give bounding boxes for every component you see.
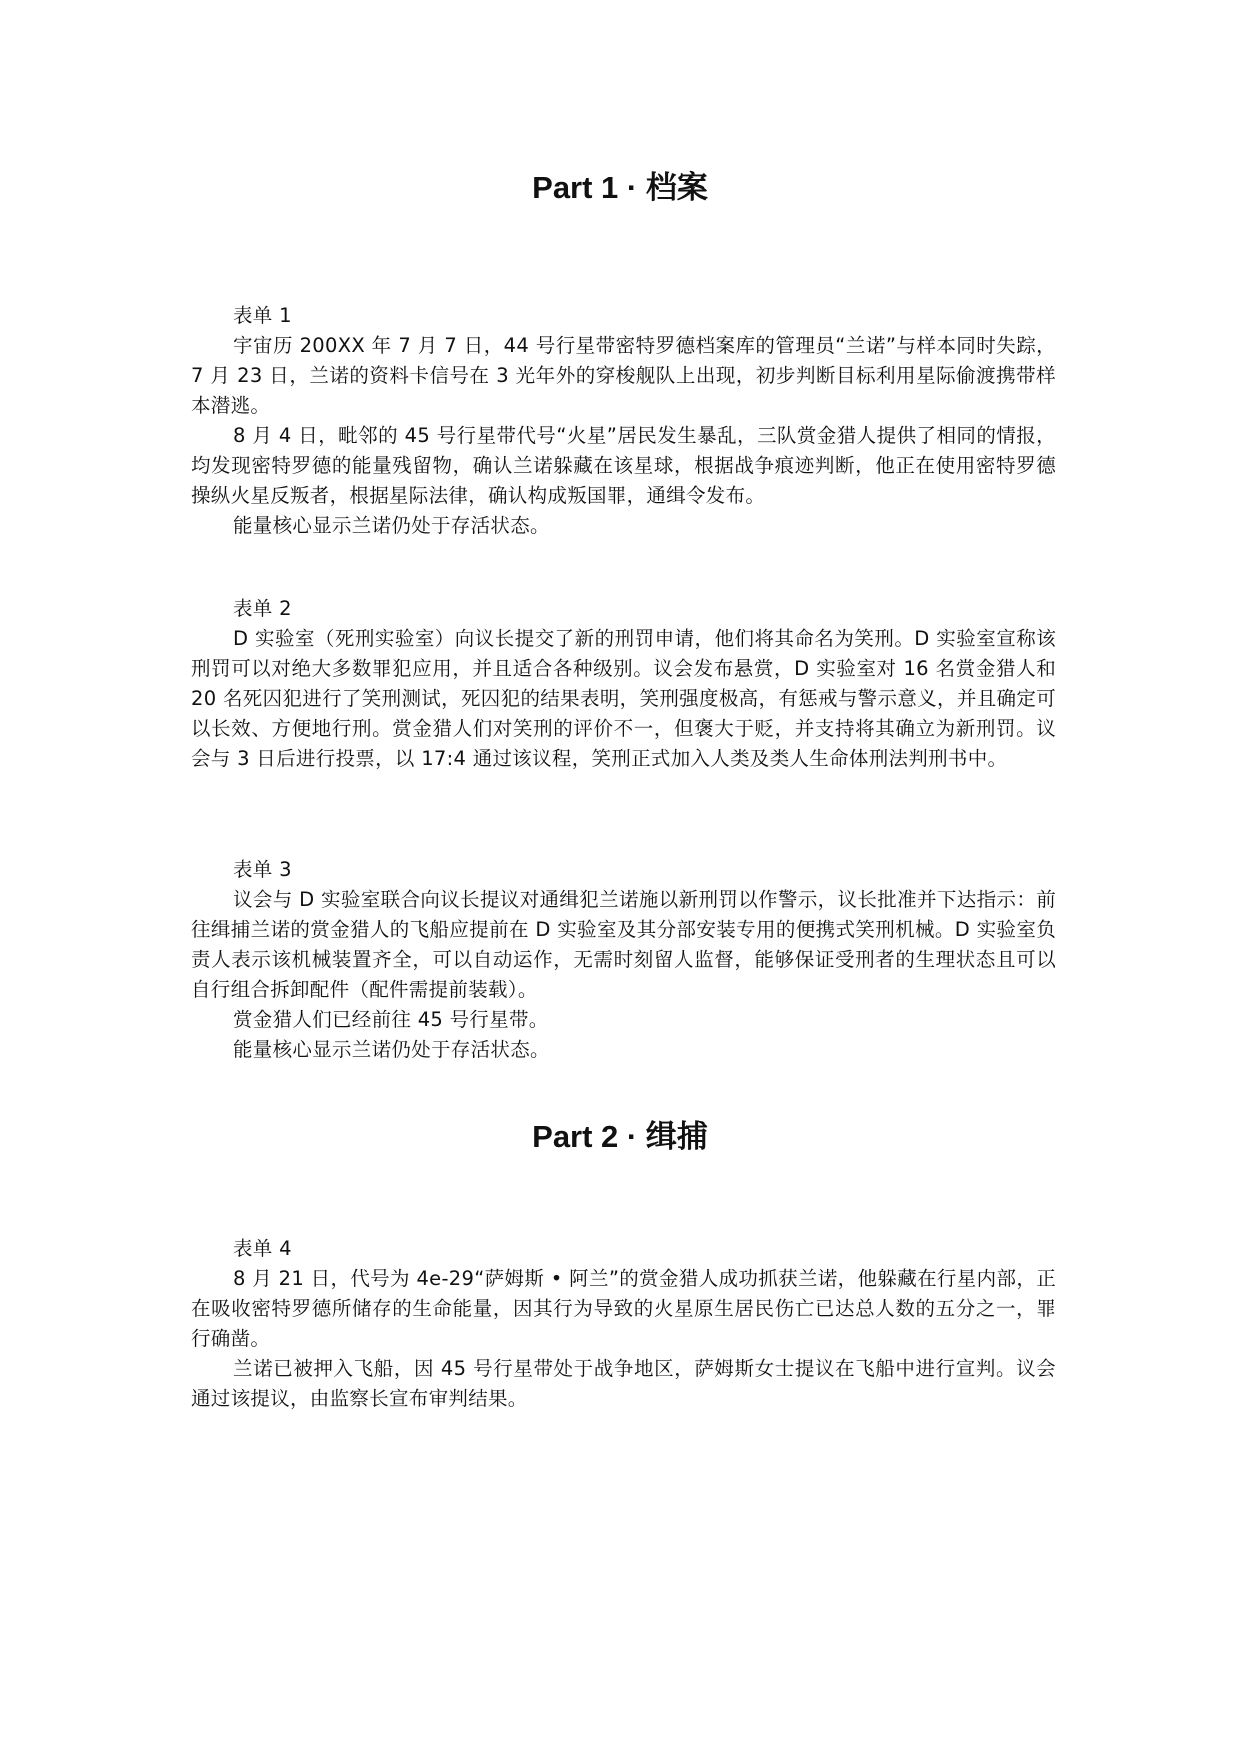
form4-paragraph: 8 月 21 日，代号为 4e-29“萨姆斯 • 阿兰”的赏金猎人成功抓获兰诺，他躲藏在行星内部，正在吸收密特罗德所储存的生命能量，因其行为导致的火星原生居民伤亡已达总人数的五分之一，罪行确凿。 — [191, 1267, 1056, 1350]
part2-title: Part 2 · 缉捕 — [532, 1119, 708, 1154]
form1-section — [191, 301, 1056, 541]
form3-paragraph: 能量核心显示兰诺仍处于存活状态。 — [233, 1038, 550, 1061]
form3-section — [191, 855, 1056, 1065]
form2-paragraph: D 实验室（死刑实验室）向议长提交了新的刑罚申请，他们将其命名为笑刑。D 实验室宣称该刑罚可以对绝大多数罪犯应用，并且适合各种级别。议会发布悬赏，D 实验室对 16 名赏金猎人和 20 名死囚犯进行了笑刑测试，死囚犯的结果表明，笑刑强度极高，有惩戒与警示意义，并且确定可以长效、方便地行刑。赏金猎人们对笑刑的评价不一，但褒大于贬，并支持将其确立为新刑罚。议会与 3 日后进行投票，以 17:4 通过该议程，笑刑正式加入人类及类人生命体刑法判刑书中。 — [191, 627, 1056, 770]
form4-paragraph: 兰诺已被押入飞船，因 45 号行星带处于战争地区，萨姆斯女士提议在飞船中进行宣判。议会通过该提议，由监察长宣布审判结果。 — [191, 1357, 1056, 1410]
form3-paragraph: 议会与 D 实验室联合向议长提议对通缉犯兰诺施以新刑罚以作警示，议长批准并下达指示：前往缉捕兰诺的赏金猎人的飞船应提前在 D 实验室及其分部安装专用的便携式笑刑机械。D 实验室负责人表示该机械装置齐全，可以自动运作，无需时刻留人监督，能够保证受刑者的生理状态且可以自行组合拆卸配件（配件需提前装载）。 — [191, 888, 1056, 1001]
form1-paragraph: 8 月 4 日，毗邻的 45 号行星带代号“火星”居民发生暴乱，三队赏金猎人提供了相同的情报，均发现密特罗德的能量残留物，确认兰诺躲藏在该星球，根据战争痕迹判断，他正在使用密特罗德操纵火星反叛者，根据星际法律，确认构成叛国罪，通缉令发布。 — [191, 424, 1056, 507]
form3-paragraph: 赏金猎人们已经前往 45 号行星带。 — [233, 1008, 549, 1031]
form2-label: 表单 2 — [233, 597, 292, 620]
form1-label: 表单 1 — [233, 304, 292, 327]
part1-title: Part 1 · 档案 — [532, 170, 708, 205]
form4-section — [191, 1234, 1056, 1414]
form4-label: 表单 4 — [233, 1237, 292, 1260]
form1-paragraph: 宇宙历 200XX 年 7 月 7 日，44 号行星带密特罗德档案库的管理员“兰诺”与样本同时失踪，7 月 23 日，兰诺的资料卡信号在 3 光年外的穿梭舰队上出现，初步判断目标利用星际偷渡携带样本潜逃。 — [191, 334, 1056, 417]
form2-section — [191, 594, 1056, 774]
form1-paragraph: 能量核心显示兰诺仍处于存活状态。 — [233, 514, 550, 537]
form3-label: 表单 3 — [233, 858, 292, 881]
